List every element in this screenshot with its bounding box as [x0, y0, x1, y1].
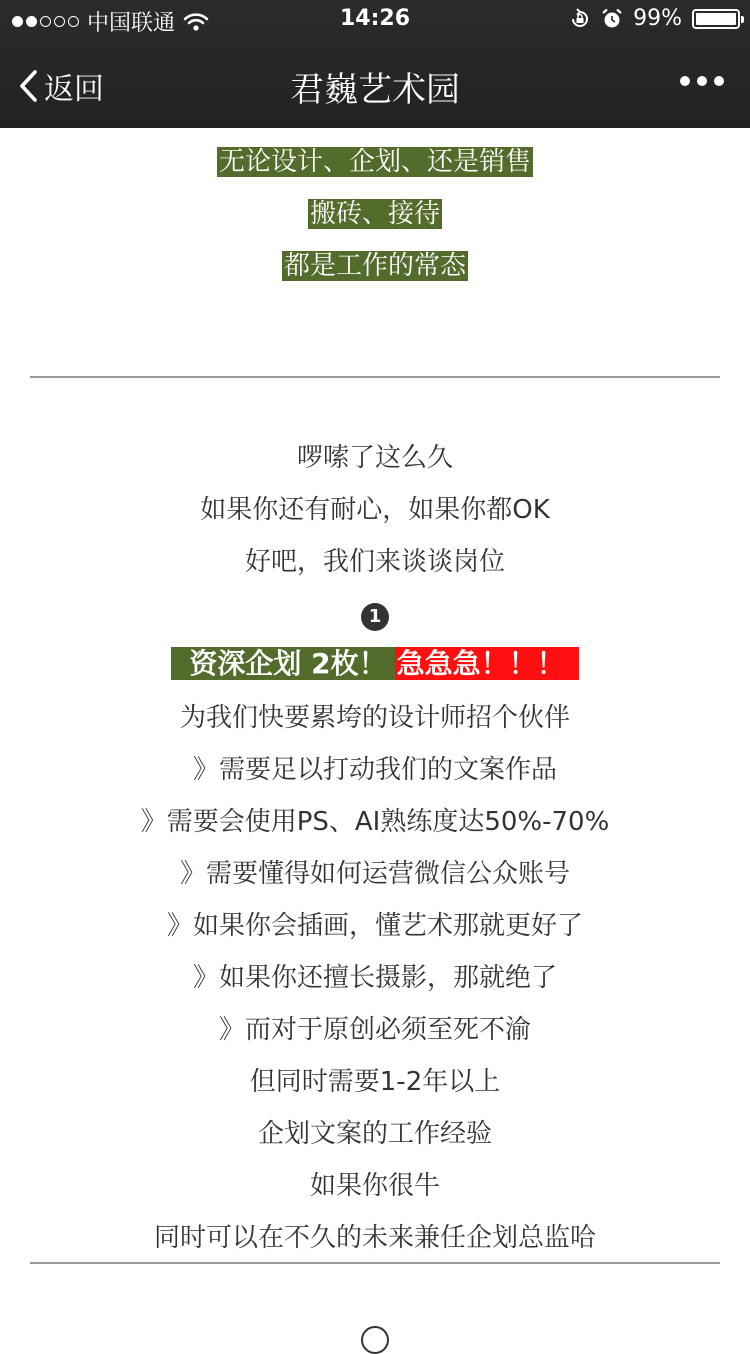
requirement-line: 》需要足以打动我们的文案作品 [192, 755, 557, 785]
requirement-line: 》而对于原创必须至死不渝 [218, 1015, 531, 1045]
requirement-line: 企划文案的工作经验 [257, 1119, 492, 1149]
battery-level [696, 13, 736, 25]
requirement-line: 》需要会使用PS、AI熟练度达50%-70% [140, 807, 610, 837]
job-title-text: 资深企划 2枚！ [171, 647, 394, 680]
requirement-line: 如果你很牛 [309, 1171, 440, 1201]
intro-text: 搬砖、接待 [309, 199, 440, 229]
intro-line [0, 248, 750, 284]
section-line: 如果你还有耐心，如果你都OK [200, 495, 550, 525]
section-line: 好吧，我们来谈谈岗位 [244, 547, 505, 577]
requirement-line: 》需要懂得如何运营微信公众账号 [179, 859, 570, 889]
more-dot [697, 76, 707, 86]
alarm-icon [601, 8, 623, 30]
more-menu-icon[interactable] [680, 76, 724, 86]
back-label: 返回 [44, 72, 104, 107]
nav-bar [0, 40, 750, 128]
carrier-name: 中国联通 [87, 11, 176, 36]
job-title [0, 644, 750, 684]
battery-icon [692, 9, 740, 29]
intro-text: 无论设计、企划、还是销售 [218, 147, 531, 177]
intro-line [0, 196, 750, 232]
requirement-line: 同时可以在不久的未来兼任企划总监哈 [153, 1223, 596, 1253]
requirement-line: 》如果你会插画，懂艺术那就更好了 [166, 911, 583, 941]
rotation-lock-icon [569, 8, 591, 30]
status-time: 14:26 [339, 6, 411, 31]
section-line: 啰嗦了这么久 [296, 443, 453, 473]
requirement-line: 》如果你还擅长摄影，那就绝了 [192, 963, 557, 993]
next-number-badge [361, 1326, 389, 1354]
more-dot [680, 76, 690, 86]
page-title: 君巍艺术园 [290, 70, 460, 110]
section-divider [30, 1262, 720, 1264]
battery-percent: 99% [633, 6, 682, 31]
status-bar [0, 0, 750, 40]
number-badge: 1 [361, 603, 389, 631]
requirement-line: 为我们快要累垮的设计师招个伙伴 [179, 703, 570, 733]
job-urgent-text: 急急急！！！ [395, 647, 579, 680]
requirement-line: 但同时需要1-2年以上 [249, 1067, 501, 1097]
intro-line [0, 144, 750, 180]
section-divider [30, 376, 720, 378]
number-badge-row [0, 596, 750, 632]
top-bar [0, 0, 750, 128]
more-dot [714, 76, 724, 86]
intro-text: 都是工作的常态 [283, 251, 466, 281]
status-right [569, 6, 740, 31]
